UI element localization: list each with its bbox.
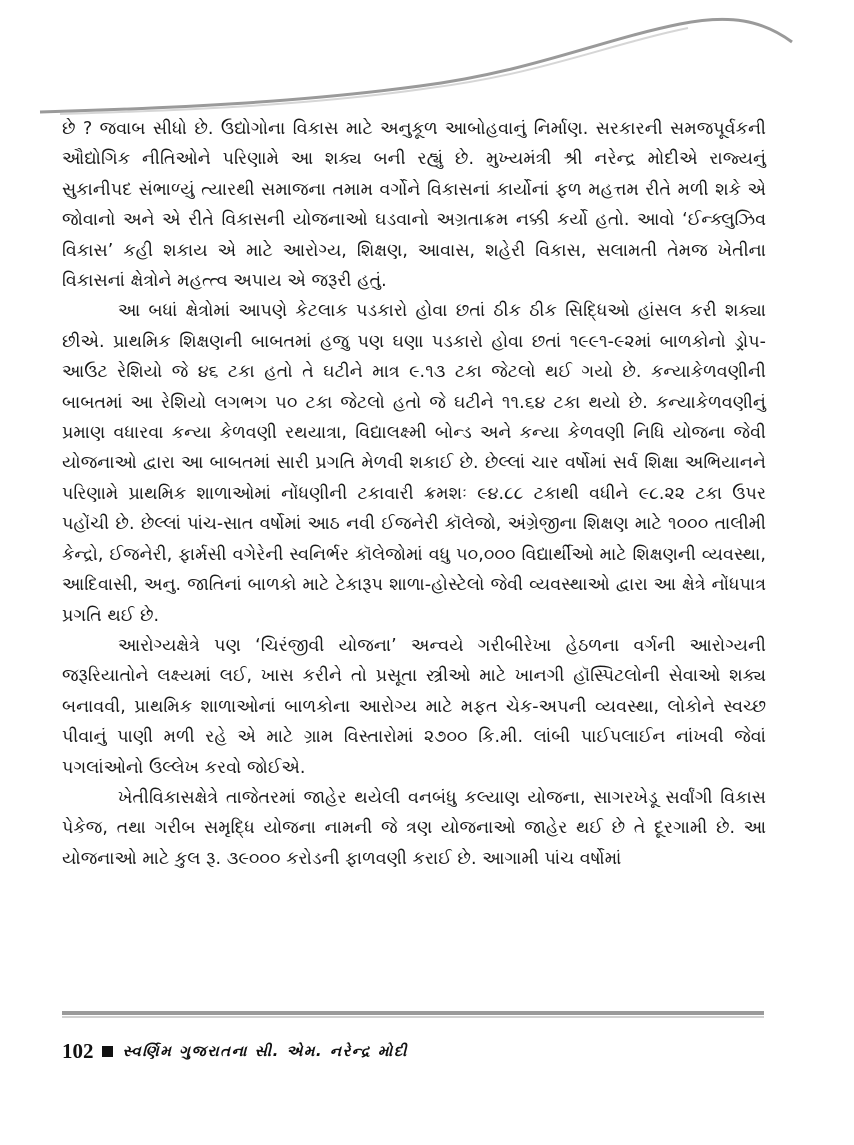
square-bullet-icon	[102, 1046, 113, 1057]
book-title: સ્વર્ણિમ ગુજરાતના સી. એમ. નરેન્દ્ર મોદી	[122, 1042, 408, 1060]
paragraph-3: આરોગ્યક્ષેત્રે પણ ‘ચિરંજીવી યોજના’ અન્વયે ગરીબીરેખા હેઠળના વર્ગની આરોગ્યની જરૂરિયાતોને લક્ષ્યમાં લઈ, ખાસ કરીને તો પ્રસૂતા સ્ત્રીઓ માટે ખાનગી હૉસ્પિટલોની સેવાઓ શક્ય બનાવવી, પ્રાથમિક શાળાઓનાં બાળકોના આરોગ્ય માટે મફત ચેક-અપની વ્યવસ્થા, લોકોને સ્વચ્છ પીવાનું પાણી મળી રહે એ માટે ગ્રામ વિસ્તારોમાં ૨૭૦૦ કિ.મી. લાંબી પાઈપલાઈન નાંખવી જેવાં પગલાંઓનો ઉલ્લેખ કરવો જોઈએ.	[62, 635, 766, 778]
paragraph-1: છે ? જવાબ સીધો છે. ઉદ્યોગોના વિકાસ માટે અનુકૂળ આબોહવાનું નિર્માણ. સરકારની સમજપૂર્વકની ઔદ્યોગિક નીતિઓને પરિણામે આ શક્ય બની રહ્યું છે. મુખ્યમંત્રી શ્રી નરેન્દ્ર મોદીએ રાજ્યનું સુકાનીપદ સંભાળ્યું ત્યારથી સમાજના તમામ વર્ગોને વિકાસનાં કાર્યોનાં ફળ મહત્તમ રીતે મળી શકે એ જોવાનો અને એ રીતે વિકાસની યોજનાઓ ઘડવાનો અગ્રતાક્રમ નક્કી કર્યો હતો. આવો ‘ઈન્ક્લુઝિવ વિકાસ’ કહી શકાય એ માટે આરોગ્ય, શિક્ષણ, આવાસ, શહેરી વિકાસ, સલામતી તેમજ ખેતીના વિકાસનાં ક્ષેત્રોને મહત્ત્વ અપાય એ જરૂરી હતું.	[62, 119, 766, 292]
page-footer	[62, 1036, 408, 1066]
footer-rule-shadow	[62, 1016, 764, 1018]
body-text	[62, 114, 766, 874]
header-wave-decoration	[0, 0, 854, 120]
page-number: 102	[62, 1038, 94, 1063]
paragraph-4: ખેતીવિકાસક્ષેત્રે તાજેતરમાં જાહેર થયેલી વનબંધુ કલ્યાણ યોજના, સાગરખેડૂ સર્વાંગી વિકાસ પેકેજ, તથા ગરીબ સમૃદ્ધિ યોજના નામની જે ત્રણ યોજનાઓ જાહેર થઈ છે તે દૂરગામી છે. આ યોજનાઓ માટે કુલ રૂ. ૩૯૦૦૦ કરોડની ફાળવણી કરાઈ છે. આગામી પાંચ વર્ષોમાં	[62, 787, 766, 869]
footer-rule	[62, 1011, 764, 1015]
paragraph-2: આ બધાં ક્ષેત્રોમાં આપણે કેટલાક પડકારો હોવા છતાં ઠીક ઠીક સિદ્ધિઓ હાંસલ કરી શક્યા છીએ. પ્રાથમિક શિક્ષણની બાબતમાં હજુ પણ ઘણા પડકારો હોવા છતાં ૧૯૯૧-૯૨માં બાળકોનો ડ્રોપ-આઉટ રેશિયો જે ૪૬ ટકા હતો તે ઘટીને માત્ર ૯.૧૩ ટકા જેટલો થઈ ગયો છે. કન્યાકેળવણીની બાબતમાં આ રેશિયો લગભગ ૫૦ ટકા જેટલો હતો જે ઘટીને ૧૧.૬૪ ટકા થયો છે. કન્યાકેળવણીનું પ્રમાણ વધારવા કન્યા કેળવણી રથયાત્રા, વિદ્યાલક્ષ્મી બોન્ડ અને કન્યા કેળવણી નિધિ યોજના જેવી યોજનાઓ દ્વારા આ બાબતમાં સારી પ્રગતિ મેળવી શકાઈ છે. છેલ્લાં ચાર વર્ષોમાં સર્વ શિક્ષા અભિયાનને પરિણામે પ્રાથમિક શાળાઓમાં નોંધણીની ટકાવારી ક્રમશઃ ૯૪.૮૮ ટકાથી વધીને ૯૮.૨૨ ટકા ઉપર પહોંચી છે. છેલ્લાં પાંચ-સાત વર્ષોમાં આઠ નવી ઈજનેરી કૉલેજો, અંગ્રેજીના શિક્ષણ માટે ૧૦૦૦ તાલીમી કેન્દ્રો, ઈજનેરી, ફાર્મસી વગેરેની સ્વનિર્ભર કૉલેજોમાં વધુ ૫૦,૦૦૦ વિદ્યાર્થીઓ માટે શિક્ષણની વ્યવસ્થા, આદિવાસી, અનુ. જાતિનાં બાળકો માટે ટેકારૂપ શાળા-હોસ્ટેલો જેવી વ્યવસ્થાઓ દ્વારા આ ક્ષેત્રે નોંધપાત્ર પ્રગતિ થઈ છે.	[62, 301, 766, 626]
